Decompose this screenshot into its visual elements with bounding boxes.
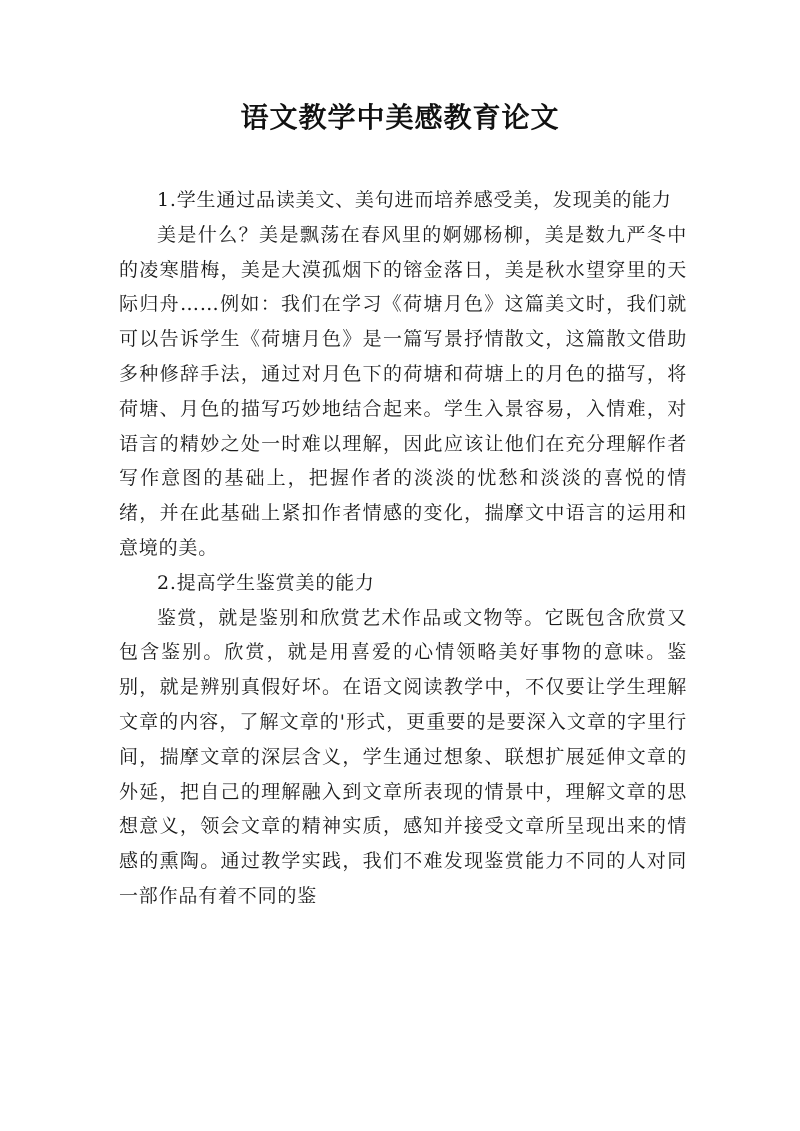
document-title: 语文教学中美感教育论文 <box>240 101 560 134</box>
document-body <box>119 183 687 914</box>
body-paragraph: 美是什么？美是飘荡在春风里的婀娜杨柳，美是数九严冬中的凌寒腊梅，美是大漠孤烟下的镕金落日，美是秋水望穿里的天际归舟……例如：我们在学习《荷塘月色》这篇美文时，我们就可以告诉学生《荷塘月色》是一篇写景抒情散文，这篇散文借助多种修辞手法，通过对月色下的荷塘和荷塘上的月色的描写，将荷塘、月色的描写巧妙地结合起来。学生入景容易，入情难，对语言的精妙之处一时难以理解，因此应该让他们在充分理解作者写作意图的基础上，把握作者的淡淡的忧愁和淡淡的喜悦的情绪，并在此基础上紧扣作者情感的变化，揣摩文中语言的运用和意境的美。 <box>119 223 687 559</box>
body-paragraph: 鉴赏，就是鉴别和欣赏艺术作品或文物等。它既包含欣赏又包含鉴别。欣赏，就是用喜爱的心情领略美好事物的意味。鉴别，就是辨别真假好坏。在语文阅读教学中，不仅要让学生理解文章的内容，了解文章的'形式，更重要的是要深入文章的字里行间，揣摩文章的深层含义，学生通过想象、联想扩展延伸文章的外延，把自己的理解融入到文章所表现的情景中，理解文章的思想意义，领会文章的精神实质，感知并接受文章所呈现出来的情感的熏陶。通过教学实践，我们不难发现鉴赏能力不同的人对同一部作品有着不同的鉴 <box>119 606 687 907</box>
section-heading-1: 1.学生通过品读美文、美句进而培养感受美，发现美的能力 <box>157 189 672 211</box>
section-heading-2: 2.提高学生鉴赏美的能力 <box>157 571 375 594</box>
